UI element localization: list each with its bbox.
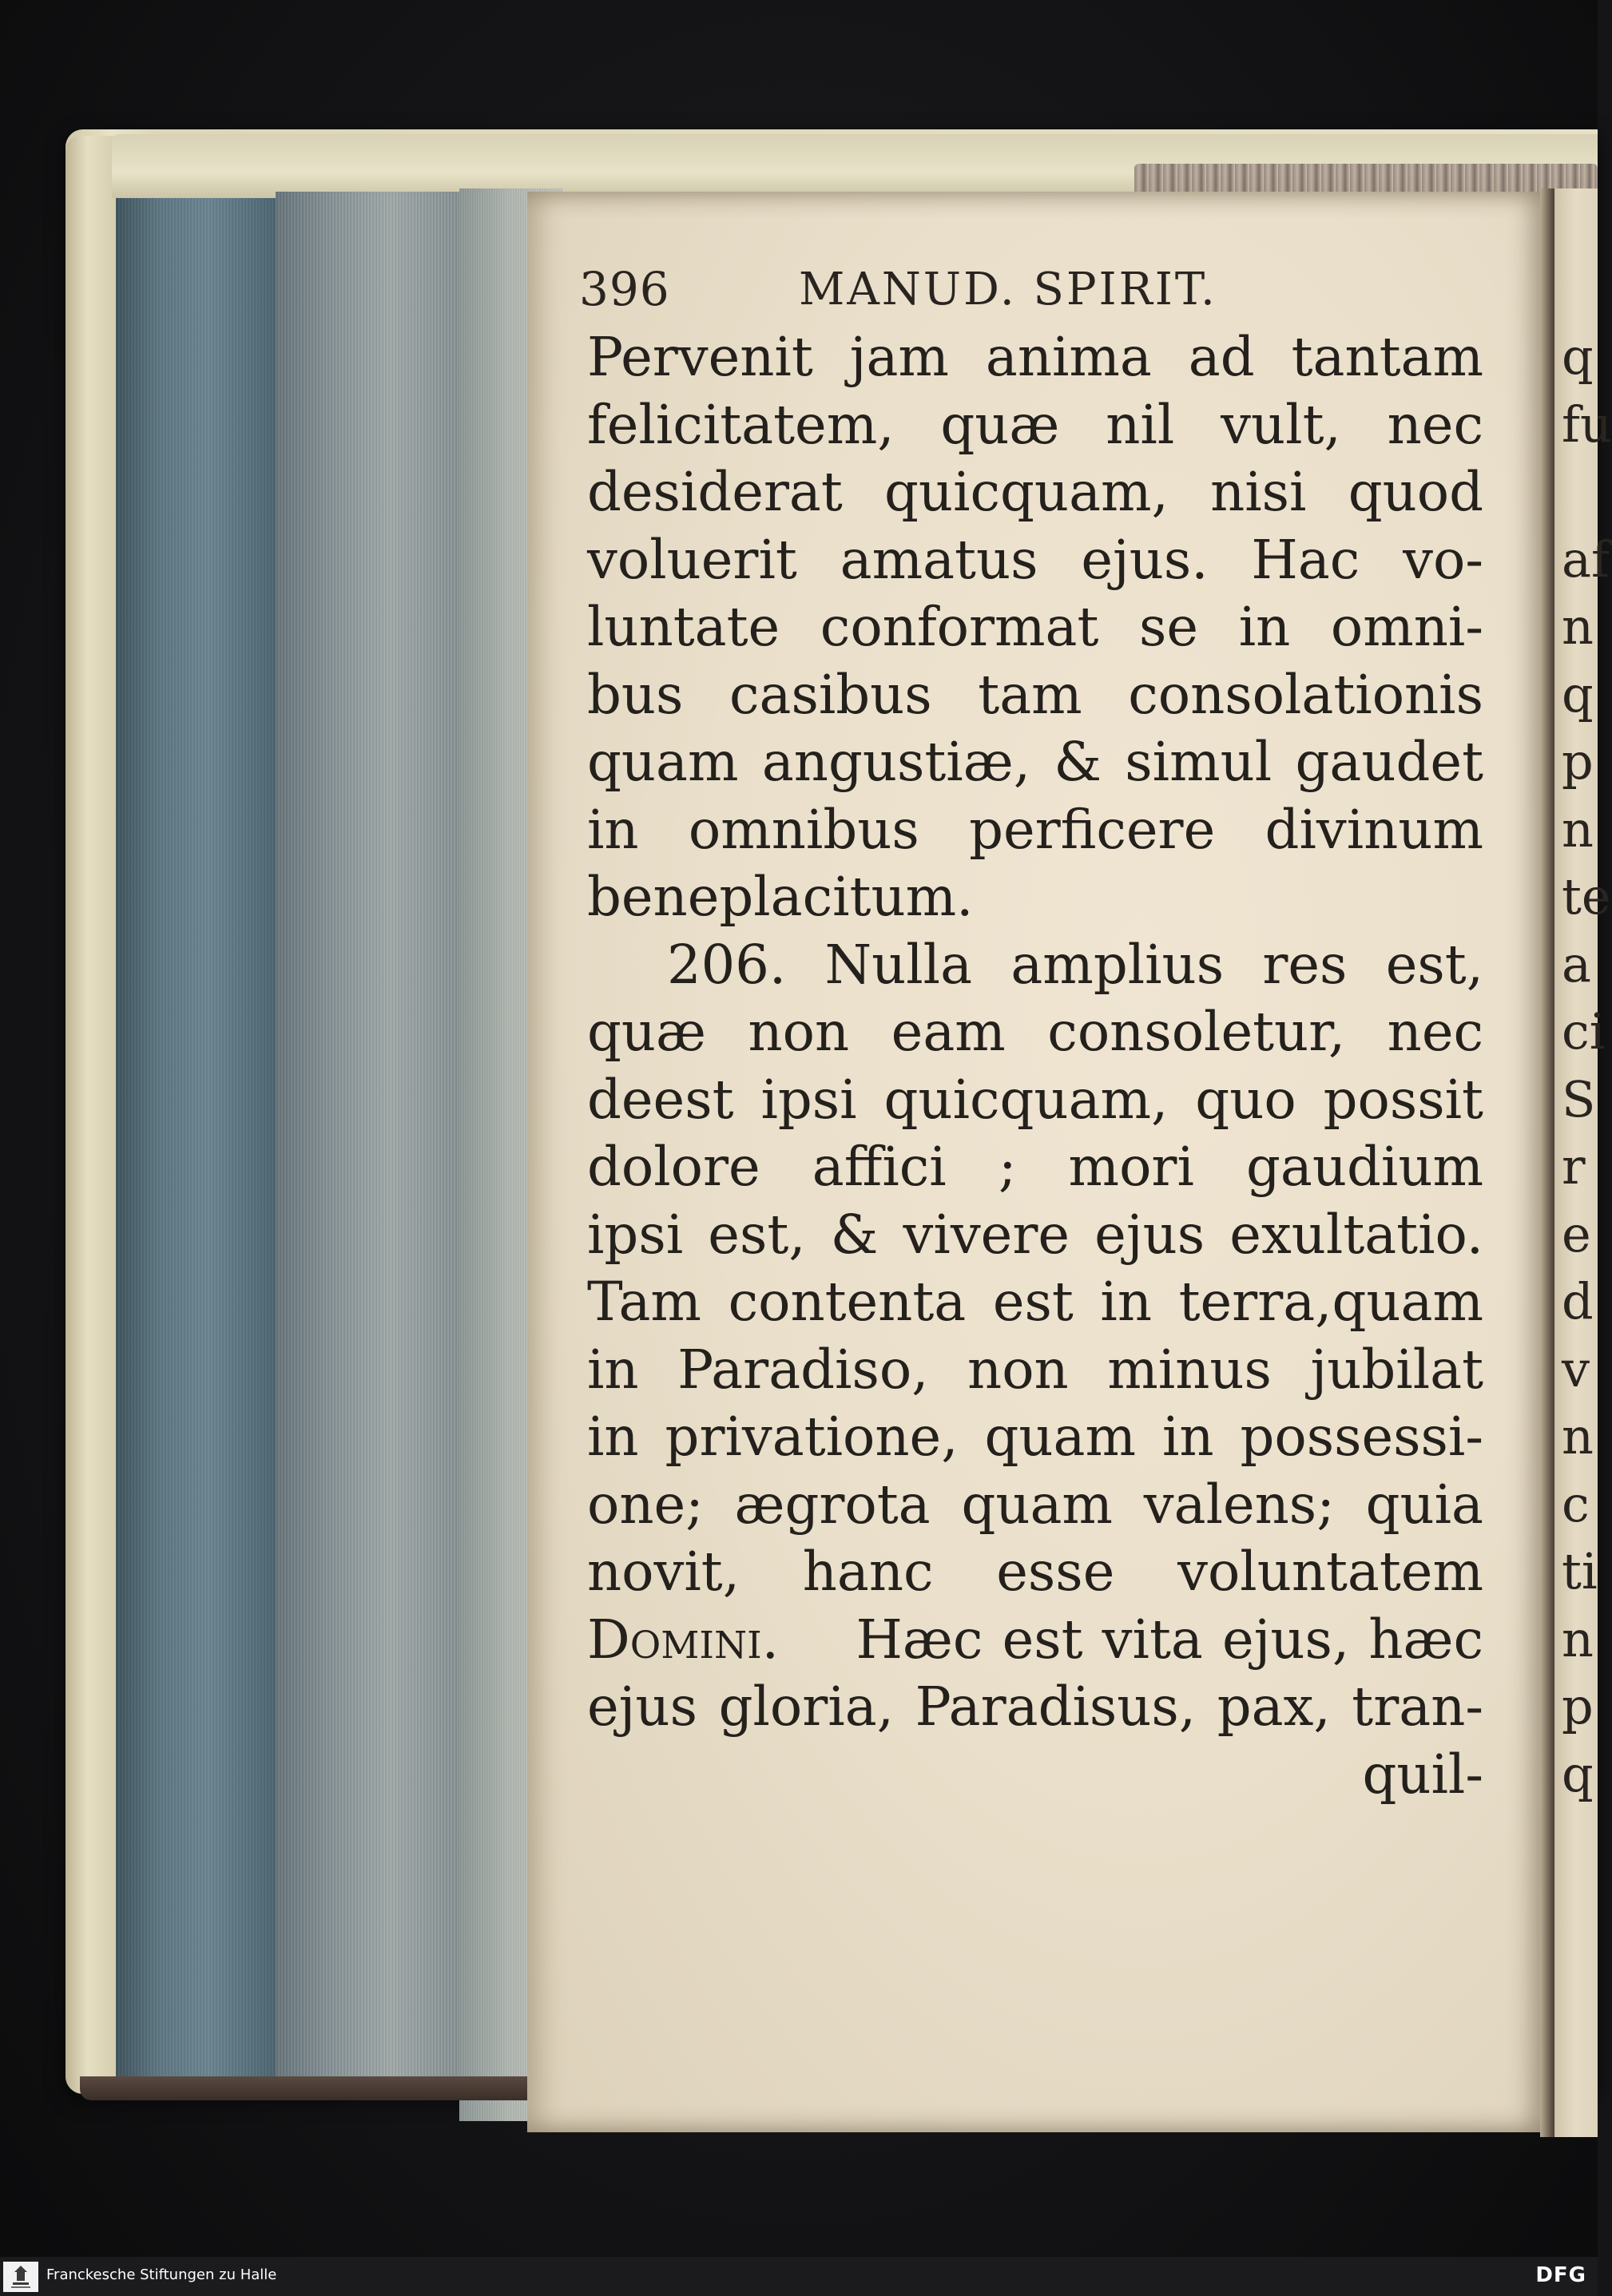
text-line: desiderat quicquam, nisi quod <box>587 461 1483 523</box>
facing-line <box>1562 458 1610 526</box>
facing-line: p <box>1562 732 1594 791</box>
facing-line: fu <box>1562 395 1612 454</box>
text-line: in privatione, quam in possessi- <box>587 1406 1483 1468</box>
text-line: in Paradiso, non minus jubilat <box>587 1338 1483 1401</box>
text-line: Tam contenta est in terra,quam <box>587 1271 1483 1333</box>
facing-line: te <box>1562 867 1611 926</box>
facing-line: n <box>1562 597 1594 656</box>
text-line: deest ipsi quicquam, quo possit <box>587 1068 1483 1131</box>
text-line: ejus gloria, Paradisus, pax, tran- <box>587 1675 1483 1738</box>
facing-line: p <box>1562 1677 1594 1735</box>
facing-line: d <box>1562 1272 1594 1330</box>
facing-page-text <box>1562 323 1610 1808</box>
facing-line: ti <box>1562 1542 1598 1600</box>
text-line: quæ non eam consoletur, nec <box>587 1001 1483 1063</box>
text-line: felicitatem, quæ nil vult, nec <box>587 393 1483 456</box>
running-head: MANUD. SPIRIT. <box>799 264 1217 315</box>
book-headband <box>1134 164 1598 196</box>
facing-line: c <box>1562 1474 1590 1533</box>
page-header <box>579 257 1522 321</box>
facing-line: n <box>1562 1407 1594 1465</box>
catchword: quil- <box>1362 1743 1483 1806</box>
paragraph-start-line: 206. Nulla amplius res est, <box>667 933 1483 996</box>
text-line <box>587 1606 1483 1674</box>
text-line: beneplacitum. <box>587 866 974 928</box>
page-edges-colored <box>116 198 284 2083</box>
institution-name: Franckesche Stiftungen zu Halle <box>46 2266 277 2283</box>
facing-line: v <box>1562 1339 1590 1398</box>
text-line: bus casibus tam consolationis <box>587 663 1483 726</box>
institution-logo-icon <box>3 2262 38 2292</box>
text-line: novit, hanc esse voluntatem <box>587 1541 1483 1603</box>
text-line: voluerit amatus ejus. Hac vo- <box>587 528 1483 591</box>
text-line: dolore affici ; mori gaudium <box>587 1136 1483 1198</box>
facing-line: a <box>1562 934 1591 993</box>
facing-line: q <box>1562 327 1594 386</box>
facing-line: r <box>1562 1137 1586 1196</box>
facing-line: e <box>1562 1204 1591 1263</box>
page-number: 396 <box>579 262 670 316</box>
text-line: luntate conformat se in omni- <box>587 596 1483 658</box>
facing-line: ci <box>1562 1002 1606 1061</box>
dfg-logo: DFG <box>1535 2263 1586 2287</box>
text-line: Pervenit jam anima ad tantam <box>587 326 1483 388</box>
text-line: in omnibus perficere divinum <box>587 798 1483 861</box>
facing-line: n <box>1562 799 1594 859</box>
text-line: quam angustiæ, & simul gaudet <box>587 731 1483 793</box>
facing-line: S <box>1562 1069 1596 1128</box>
facing-line: n <box>1562 1609 1594 1668</box>
text-segment: Hæc est vita ejus, hæc <box>856 1608 1483 1671</box>
small-caps-word: Domini. <box>587 1608 779 1671</box>
facing-line: q <box>1562 1744 1594 1803</box>
book-cover-edge <box>66 136 121 2092</box>
facing-line: q <box>1562 664 1594 724</box>
footer-bar <box>0 2257 1598 2296</box>
page-text <box>587 323 1483 1808</box>
facing-line: af <box>1562 529 1610 589</box>
text-line: one; ægrota quam valens; quia <box>587 1473 1483 1536</box>
book-gutter <box>1540 188 1556 2137</box>
page-edges-grey <box>276 192 467 2100</box>
text-line: ipsi est, & vivere ejus exultatio. <box>587 1203 1483 1266</box>
